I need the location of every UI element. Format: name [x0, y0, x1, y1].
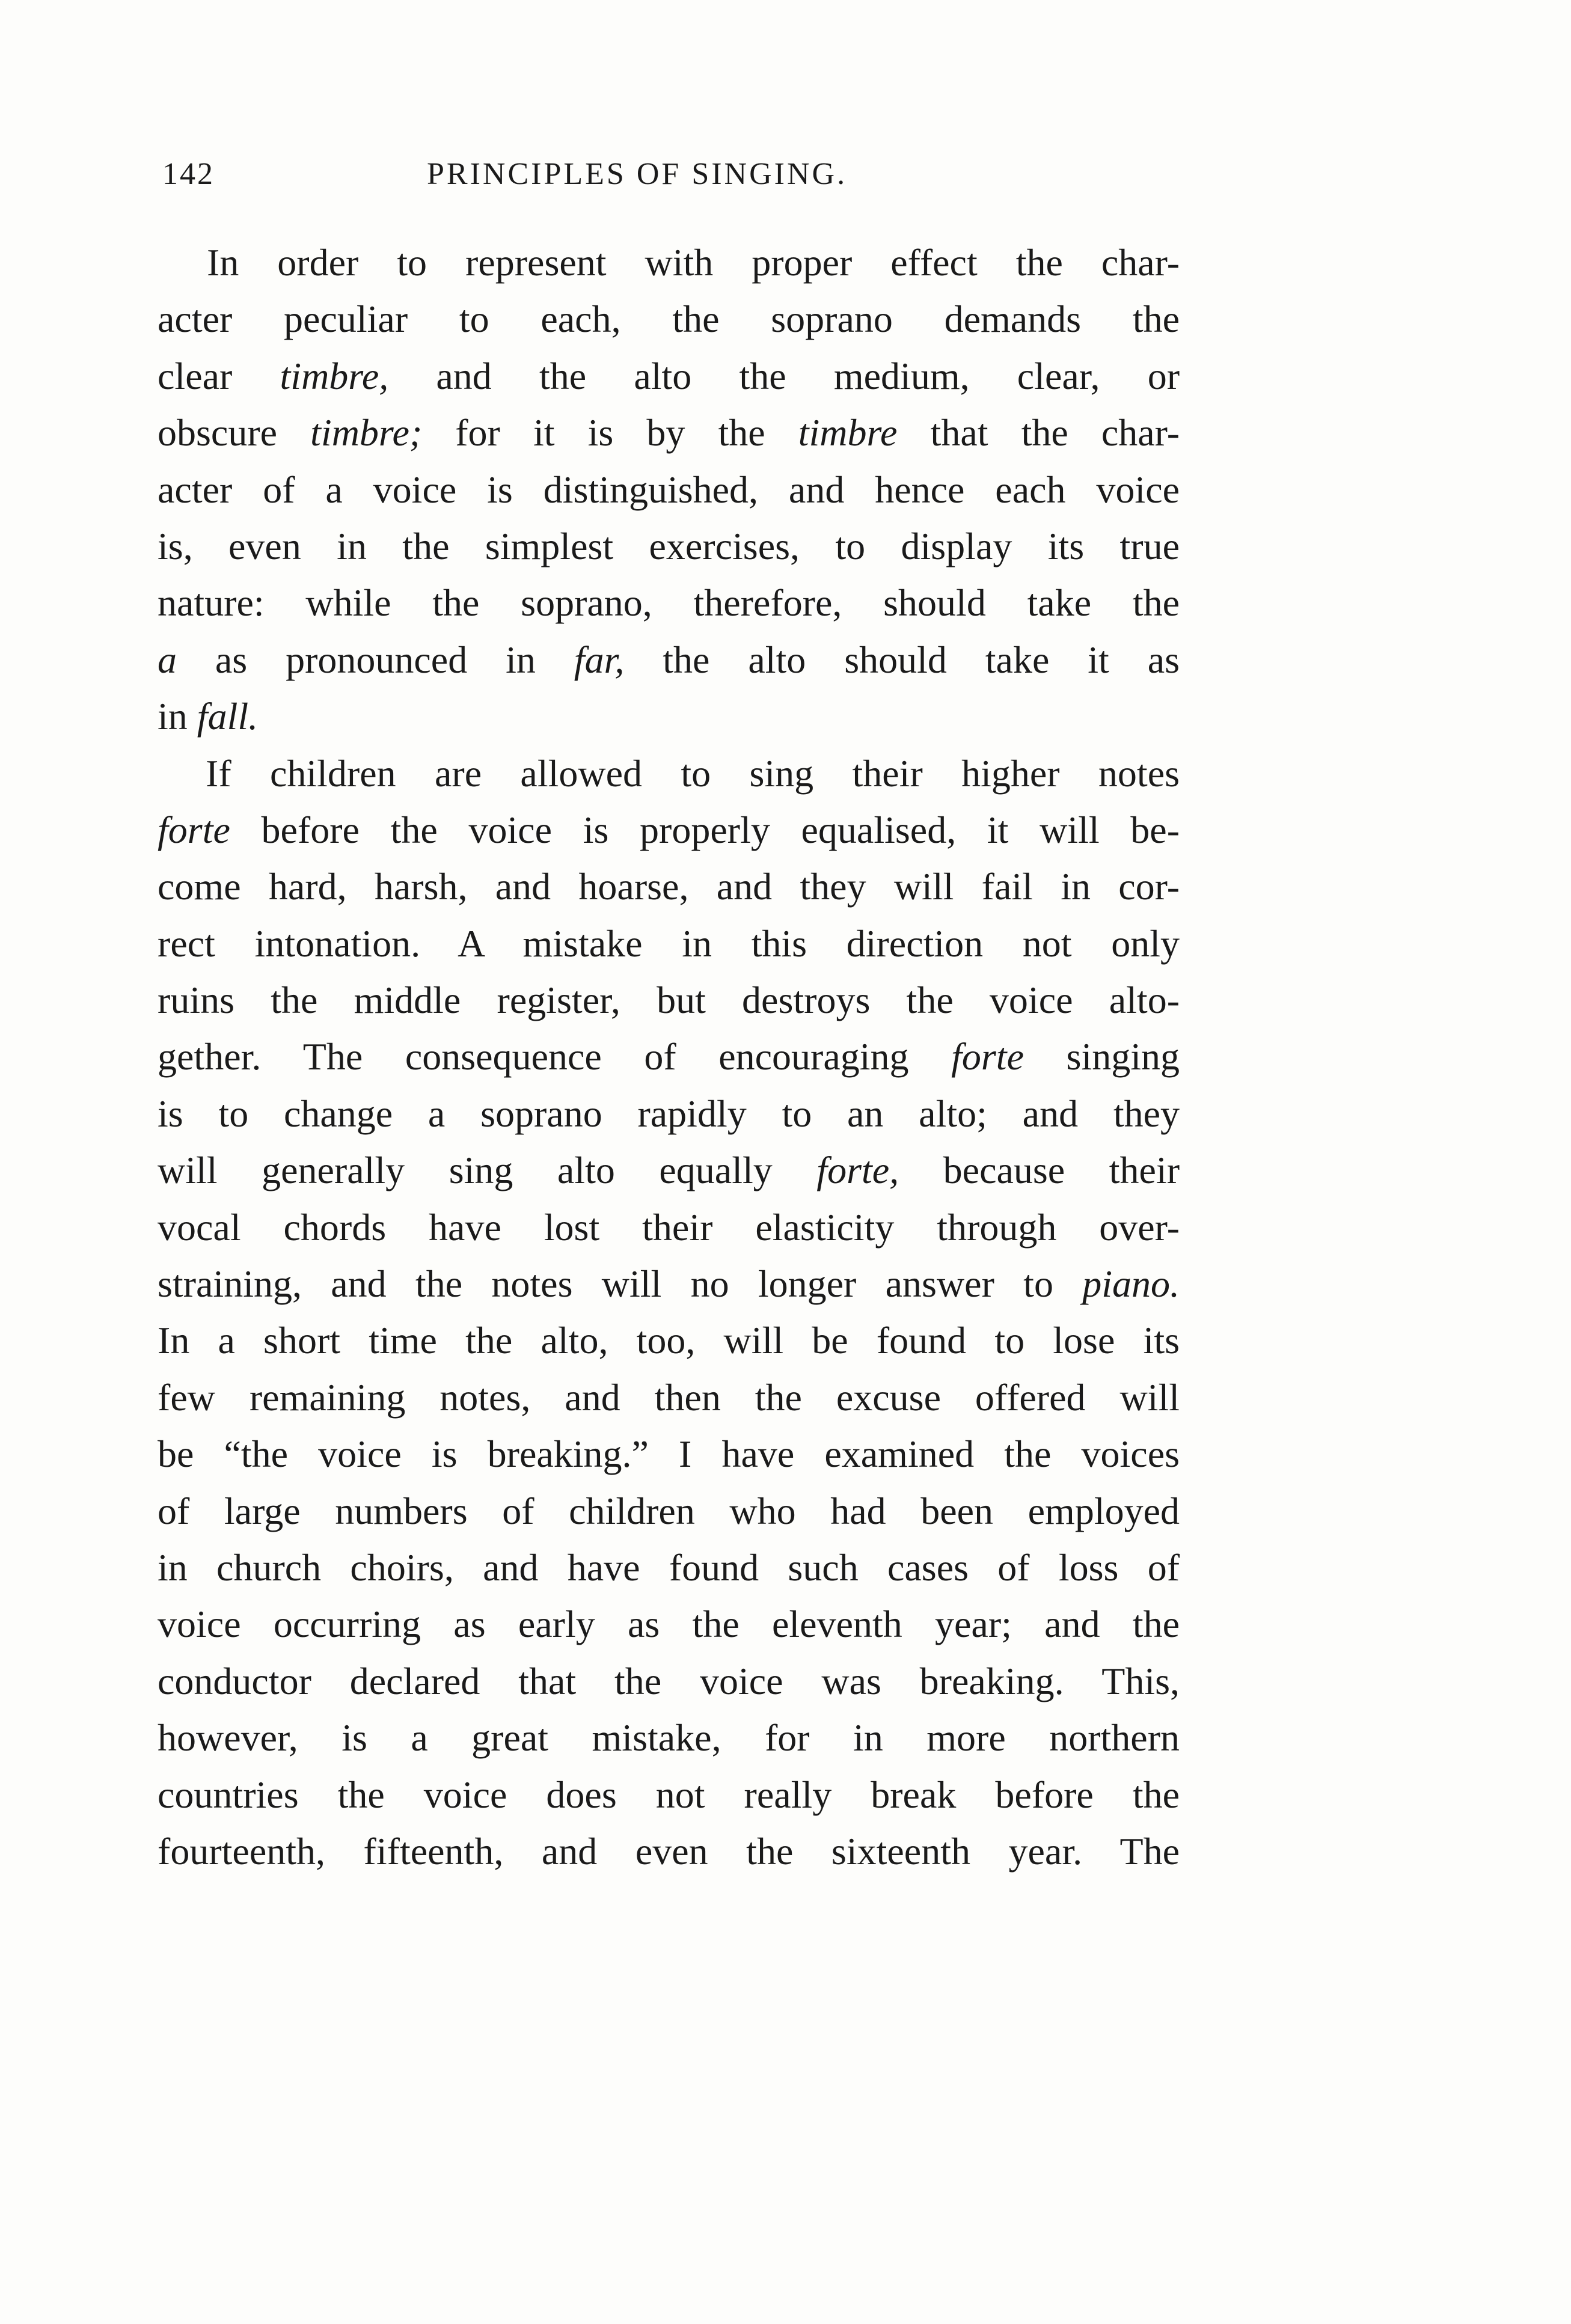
- text-line-28: countries the voice does not really break before the: [158, 1773, 1180, 1816]
- text-line-9: in fall.: [158, 695, 259, 738]
- text-line-27: however, is a great mistake, for in more northern: [158, 1716, 1180, 1760]
- text-line-21: few remaining notes, and then the excuse offered will: [158, 1375, 1180, 1419]
- text-line-22: be “the voice is breaking.” I have examined the voices: [158, 1433, 1180, 1476]
- italic-forte: forte: [951, 1035, 1024, 1078]
- italic-a: a: [158, 638, 177, 681]
- text-line-15: gether. The consequence of encouraging forte singing: [158, 1035, 1180, 1078]
- text-line-6: is, even in the simplest exercises, to display its true: [158, 524, 1180, 567]
- text-line-11: forte before the voice is properly equalised, it will be-: [158, 808, 1180, 851]
- text-line-18: vocal chords have lost their elasticity through over-: [158, 1205, 1180, 1249]
- italic-timbre: timbre,: [280, 354, 389, 397]
- text-line-5: acter of a voice is distinguished, and hence each voice: [158, 468, 1180, 511]
- text-line-7: nature: while the soprano, therefore, should take the: [158, 581, 1180, 625]
- italic-timbre: timbre: [798, 411, 898, 454]
- text-line-8: a as pronounced in far, the alto should take it as: [158, 638, 1180, 681]
- italic-forte: forte,: [816, 1149, 899, 1192]
- italic-forte: forte: [158, 808, 230, 851]
- text-line-23: of large numbers of children who had been employed: [158, 1489, 1180, 1532]
- text-line-12: come hard, harsh, and hoarse, and they will fail in cor-: [158, 865, 1180, 908]
- running-head: [162, 150, 1184, 198]
- text-line-16: is to change a soprano rapidly to an alto; and they: [158, 1092, 1180, 1135]
- text-line-3: clear timbre, and the alto the medium, clear, or: [158, 354, 1180, 397]
- text-line-4: obscure timbre; for it is by the timbre that the char-: [158, 411, 1180, 454]
- text-line-2: acter peculiar to each, the soprano demands the: [158, 298, 1180, 341]
- italic-far: far,: [574, 638, 625, 681]
- text-line-26: conductor declared that the voice was breaking. This,: [158, 1659, 1180, 1702]
- text-line-20: In a short time the alto, too, will be found to lose its: [158, 1319, 1180, 1362]
- running-title: PRINCIPLES OF SINGING.: [427, 157, 848, 191]
- text-line-14: ruins the middle register, but destroys the voice alto-: [158, 979, 1180, 1022]
- text-line-25: voice occurring as early as the eleventh year; and the: [158, 1603, 1180, 1646]
- text-line-10: If children are allowed to sing their higher notes: [206, 751, 1180, 795]
- body-text: [158, 234, 1180, 1880]
- text-line-19: straining, and the notes will no longer answer to piano.: [158, 1262, 1180, 1306]
- text-line-29: fourteenth, fifteenth, and even the sixteenth year. The: [158, 1829, 1180, 1873]
- text-line-1: In order to represent with proper effect the char-: [207, 241, 1180, 284]
- page-number: 142: [162, 157, 215, 191]
- text-line-13: rect intonation. A mistake in this direction not only: [158, 922, 1180, 965]
- italic-piano: piano.: [1082, 1262, 1180, 1306]
- text-line-17: will generally sing alto equally forte, because their: [158, 1149, 1180, 1192]
- text-line-24: in church choirs, and have found such cases of loss of: [158, 1546, 1180, 1589]
- italic-fall: fall.: [197, 695, 259, 738]
- italic-timbre: timbre;: [310, 411, 423, 454]
